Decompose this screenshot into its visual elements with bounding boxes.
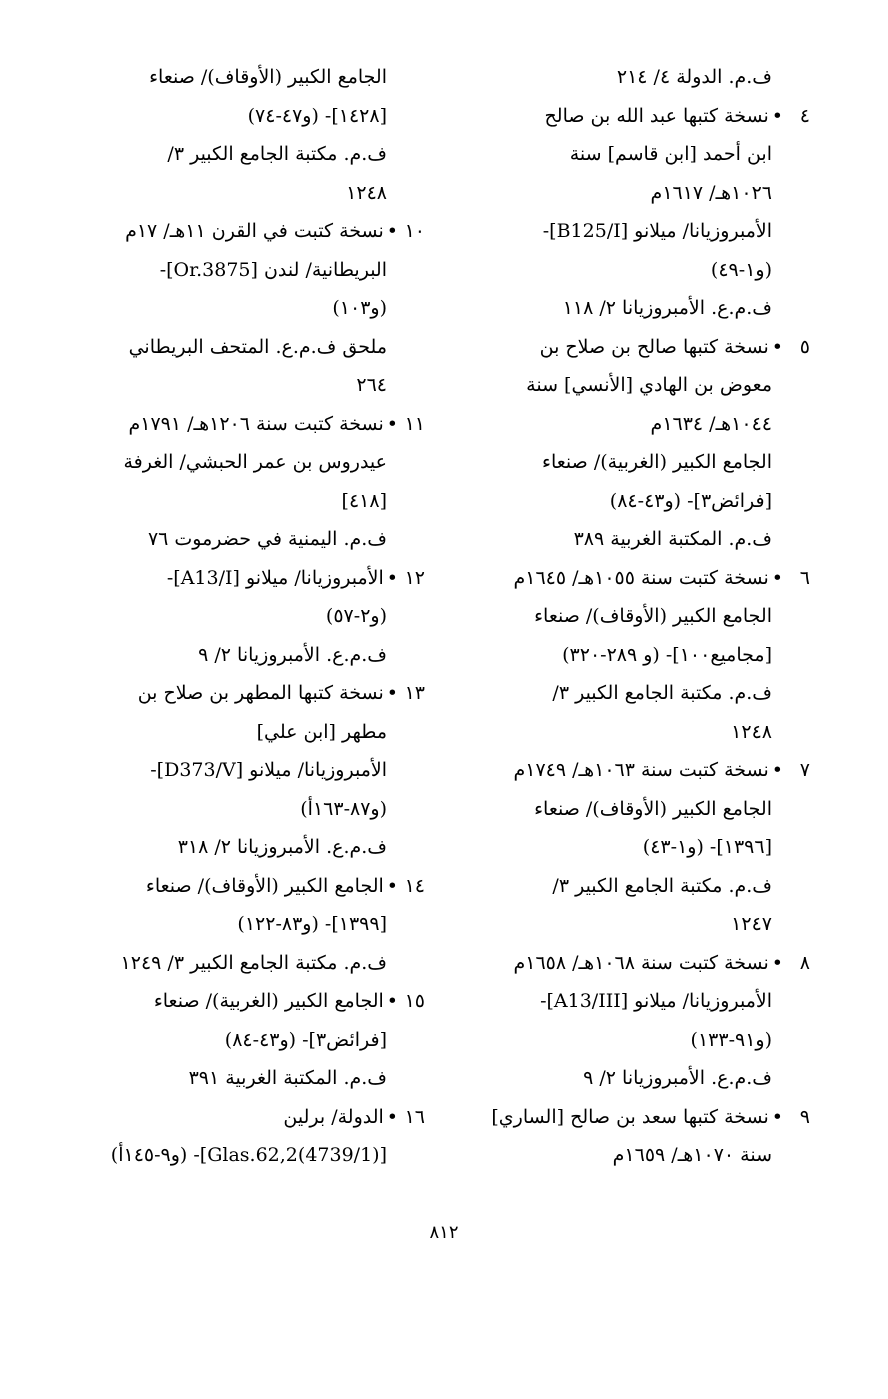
entry-line-text: الدولة/ برلين: [283, 1105, 384, 1128]
entry-line: الأمبروزيانا/ ميلانو [A13/III]-: [540, 990, 772, 1012]
bullet-icon: •: [386, 990, 398, 1012]
entry-number: ١١: [404, 412, 425, 435]
bullet-icon: •: [386, 412, 398, 435]
manuscript-entry: [80, 559, 425, 675]
bullet-icon: •: [386, 220, 398, 242]
entry-number: ٧: [799, 759, 810, 781]
entry-number: ٨: [799, 951, 810, 974]
page-number: ٨١٢: [429, 1222, 459, 1243]
entry-continuation: [465, 58, 810, 97]
entry-line: ف.م. مكتبة الجامع الكبير ٣/: [167, 143, 387, 165]
manuscript-entry: [80, 674, 425, 867]
entry-line-text: نسخة كتبت سنة ١٢٠٦هـ/ ١٧٩١م: [128, 412, 384, 435]
entry-line: (و١-٤٩): [710, 258, 772, 281]
manuscript-entry: [465, 328, 810, 559]
entry-heading-line: [80, 212, 425, 251]
entry-line-text: نسخة كتبت سنة ١٠٦٨هـ/ ١٦٥٨م: [513, 951, 769, 974]
bullet-icon: •: [771, 104, 783, 127]
entry-line: [١٣٩٩]- (و٨٣-١٢٢): [237, 913, 387, 935]
entry-heading-line: [80, 674, 425, 713]
entry-line: [فرائض٣]- (و٤٣-٨٤): [609, 489, 772, 512]
entry-line: مطهر [ابن علي]: [256, 720, 387, 743]
entry-line-text: نسخة كتبها المطهر بن صلاح بن: [137, 682, 384, 704]
entry-heading-line: [80, 982, 425, 1021]
entry-number: ١٣: [404, 682, 425, 704]
entry-heading-line: [80, 405, 425, 444]
entry-line: ف.م. اليمنية في حضرموت ٧٦: [147, 528, 387, 550]
entry-line: ف.م. المكتبة الغربية ٣٨٩: [573, 528, 772, 550]
entry-heading-line: [465, 944, 810, 983]
entry-line-text: نسخة كتبت سنة ١٠٦٣هـ/ ١٧٤٩م: [513, 759, 769, 781]
bullet-icon: •: [771, 335, 783, 358]
entry-line: ٢٦٤: [356, 374, 387, 396]
entry-number: ١٥: [404, 990, 425, 1012]
entry-line: ١٢٤٨: [731, 720, 772, 743]
entry-line: الجامع الكبير (الأوقاف)/ صنعاء: [149, 66, 387, 88]
bullet-icon: •: [386, 1105, 398, 1128]
entry-line-text: نسخة كتبها عبد الله بن صالح: [544, 104, 769, 127]
bullet-icon: •: [386, 874, 398, 897]
entry-number: ١٦: [404, 1105, 425, 1128]
entry-line-text: الجامع الكبير (الأوقاف)/ صنعاء: [145, 874, 384, 897]
bullet-icon: •: [771, 566, 783, 589]
entry-line-text: نسخة كتبها سعد بن صالح [الساري]: [491, 1105, 769, 1128]
entry-line: ١٠٤٤هـ/ ١٦٣٤م: [650, 412, 772, 435]
entry-heading-line: [465, 1098, 810, 1137]
manuscript-entry: [465, 751, 810, 944]
entry-line: ف.م. المكتبة الغربية ٣٩١: [188, 1067, 387, 1089]
entry-line: عيدروس بن عمر الحبشي/ الغرفة: [123, 451, 387, 473]
entry-line: ابن أحمد [ابن قاسم] سنة: [569, 143, 772, 165]
entry-line: [مجاميع١٠٠]- (و ٢٨٩-٣٢٠): [562, 643, 772, 666]
entry-line: الأمبروزيانا/ ميلانو [B125/I]-: [542, 220, 772, 242]
entry-line-text: نسخة كتبت في القرن ١١هـ/ ١٧م: [125, 220, 384, 242]
entry-line: الجامع الكبير (الأوقاف)/ صنعاء: [534, 797, 772, 820]
entry-line: (و٨٧-١٦٣أ): [300, 797, 387, 820]
manuscript-entry: [465, 559, 810, 752]
entry-line: [١٤٢٨]- (و٤٧-٧٤): [247, 104, 387, 127]
entry-heading-line: [80, 1098, 425, 1137]
manuscript-entry: [465, 97, 810, 328]
entry-line: الجامع الكبير (الغربية)/ صنعاء: [542, 451, 772, 473]
manuscript-entry: [80, 1098, 425, 1175]
entry-line-text: نسخة كتبت سنة ١٠٥٥هـ/ ١٦٤٥م: [513, 566, 769, 589]
entry-line: ف.م.ع. الأمبروزيانا ٢/ ٩: [583, 1067, 772, 1089]
entry-heading-line: [465, 559, 810, 598]
entry-line: ف.م. مكتبة الجامع الكبير ٣/ ١٢٤٩: [120, 951, 387, 974]
entry-line: ف.م. الدولة ٤/ ٢١٤: [616, 66, 772, 88]
entry-heading-line: [80, 559, 425, 598]
left-column: [80, 58, 425, 1175]
entry-line: ف.م.ع. الأمبروزيانا ٢/ ١١٨: [562, 297, 772, 319]
entry-line: ملحق ف.م.ع. المتحف البريطاني: [128, 335, 387, 358]
entry-line: ١٢٤٧: [731, 913, 772, 935]
entry-line: الأمبروزيانا/ ميلانو [D373/V]-: [150, 759, 387, 781]
manuscript-entry: [80, 867, 425, 983]
entry-line: ف.م. مكتبة الجامع الكبير ٣/: [552, 682, 772, 704]
manuscript-entry: [80, 405, 425, 559]
entry-heading-line: [465, 751, 810, 790]
bullet-icon: •: [771, 759, 783, 781]
entry-continuation: [80, 58, 425, 212]
entry-number: ٥: [799, 335, 810, 358]
entry-line: ف.م. مكتبة الجامع الكبير ٣/: [552, 874, 772, 897]
entry-line: (و٢-٥٧): [325, 605, 387, 627]
entry-number: ٩: [799, 1105, 810, 1128]
entry-line: البريطانية/ لندن [Or.3875]-: [159, 258, 387, 281]
entry-line: (و٩١-١٣٣): [690, 1028, 772, 1051]
bullet-icon: •: [386, 566, 398, 589]
entry-line: ف.م.ع. الأمبروزيانا ٢/ ٣١٨: [177, 836, 387, 858]
entry-line: ١٠٢٦هـ/ ١٦١٧م: [650, 181, 772, 204]
bullet-icon: •: [771, 1105, 783, 1128]
manuscript-entry: [465, 1098, 810, 1175]
entry-heading-line: [80, 867, 425, 906]
manuscript-entry: [80, 212, 425, 405]
entry-line: الجامع الكبير (الأوقاف)/ صنعاء: [534, 605, 772, 627]
entry-line: (و١٠٣): [332, 297, 387, 319]
entry-line: ١٢٤٨: [346, 181, 387, 204]
entry-line-text: نسخة كتبها صالح بن صلاح بن: [539, 335, 769, 358]
entry-heading-line: [465, 97, 810, 136]
entry-number: ٦: [799, 566, 810, 589]
entry-number: ١٤: [404, 874, 425, 897]
entry-heading-line: [465, 328, 810, 367]
manuscript-entry: [80, 982, 425, 1098]
bullet-icon: •: [771, 951, 783, 974]
entry-line: ف.م.ع. الأمبروزيانا ٢/ ٩: [198, 643, 387, 666]
manuscript-entry: [465, 944, 810, 1098]
bullet-icon: •: [386, 682, 398, 704]
entry-line: [(4739/1)Glas.62,2]- (و٩-١٤٥أ): [110, 1144, 387, 1166]
right-column: [465, 58, 810, 1175]
entry-number: ١٢: [404, 566, 425, 589]
entry-number: ١٠: [404, 220, 425, 242]
entry-line-text: الجامع الكبير (الغربية)/ صنعاء: [153, 990, 384, 1012]
entry-line: [فرائض٣]- (و٤٣-٨٤): [224, 1028, 387, 1051]
entry-line: سنة ١٠٧٠هـ/ ١٦٥٩م: [612, 1144, 772, 1166]
entry-number: ٤: [799, 104, 810, 127]
entry-line: [٤١٨]: [341, 489, 387, 512]
entry-line: معوض بن الهادي [الأنسي] سنة: [526, 374, 772, 396]
entry-line-text: الأمبروزيانا/ ميلانو [A13/I]-: [166, 566, 384, 589]
entry-line: [١٣٩٦]- (و١-٤٣): [642, 836, 772, 858]
